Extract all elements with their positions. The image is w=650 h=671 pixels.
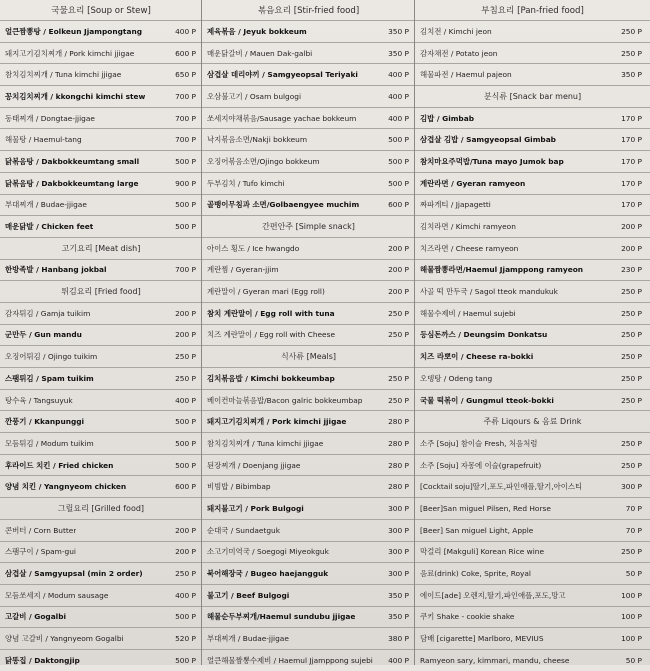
menu-item: [202, 606, 415, 628]
menu-item-name: 김치라면 / Kimchi ramyeon: [420, 222, 516, 232]
menu-item-price: 600 P: [175, 48, 196, 58]
menu-item-name: 삼겹살 데리야끼 / Samgyeopsal Teriyaki: [207, 70, 358, 80]
menu-item-price: 250 P: [621, 373, 642, 383]
menu-item-price: 700 P: [175, 113, 196, 123]
section-heading: 식사류 [Meals]: [202, 345, 415, 367]
menu-item: [0, 259, 202, 281]
menu-item-name: 동태찌개 / Dongtae-jjigae: [5, 113, 95, 123]
menu-item-name: 북어해장국 / Bugeo haejangguk: [207, 569, 329, 579]
menu-item: [0, 410, 202, 432]
menu-item-price: 250 P: [388, 330, 409, 340]
menu-item-price: 100 P: [621, 590, 642, 600]
menu-item-price: 520 P: [175, 634, 196, 644]
menu-item: [202, 584, 415, 606]
menu-item-name: 해물탕 / Haemul-tang: [5, 135, 82, 145]
menu-item-price: 100 P: [621, 634, 642, 644]
menu-item-price: 500 P: [175, 417, 196, 427]
menu-item-price: 280 P: [388, 417, 409, 427]
menu-item-price: 350 P: [388, 26, 409, 36]
menu-item-name: 돼지고기김치찌개 / Pork kimchi jjigae: [207, 417, 347, 427]
menu-item-name: 아이스 횡도 / Ice hwangdo: [207, 243, 300, 253]
menu-item-name: 참치김치찌개 / Tuna kimchi jjigae: [207, 438, 324, 448]
menu-item-price: 200 P: [621, 222, 642, 232]
menu-item-name: 고갈비 / Gogalbi: [5, 612, 67, 622]
menu-item: [415, 324, 650, 346]
menu-item: [0, 42, 202, 64]
menu-item-price: 650 P: [175, 70, 196, 80]
menu-item-price: 500 P: [388, 135, 409, 145]
menu-item-name: 해물수제비 / Haemul sujebi: [420, 308, 516, 318]
section-heading: 주류 Liqours & 음료 Drink: [415, 410, 650, 432]
menu-item-name: 얼큰해물짬뽕수제비 / Haemul Jjamppong sujebi: [207, 655, 373, 665]
menu-item-name: 국물 떡볶이 / Gungmul tteok-bokki: [420, 395, 554, 405]
menu-item-name: 계란라면 / Gyeran ramyeon: [420, 178, 526, 188]
menu-item-name: 감자채전 / Potato jeon: [420, 48, 498, 58]
menu-item-name: 계란찜 / Gyeran-jjim: [207, 265, 279, 275]
menu-item-price: 700 P: [175, 265, 196, 275]
menu-item: [202, 107, 415, 129]
menu-item-price: 400 P: [388, 113, 409, 123]
menu-item-name: 두부김치 / Tufo kimchi: [207, 178, 285, 188]
menu-item-price: 250 P: [621, 308, 642, 318]
menu-item: [415, 649, 650, 671]
menu-item-price: 50 P: [625, 569, 642, 579]
menu-item-name: 감자튀김 / Gamja tuikim: [5, 308, 91, 318]
section-heading: 그릴요리 [Grilled food]: [0, 497, 202, 519]
menu-item-name: 제육볶음 / Jeyuk bokkeum: [207, 26, 307, 36]
menu-item-price: 250 P: [621, 395, 642, 405]
menu-item-price: 250 P: [621, 438, 642, 448]
menu-item-price: 250 P: [388, 395, 409, 405]
menu-item: [0, 584, 202, 606]
menu-item: [415, 562, 650, 584]
menu-item-name: 에이드[ade] 오렌지,딸기,파인애플,포도,망고: [420, 590, 566, 600]
menu-item: [0, 541, 202, 563]
menu-item: [415, 128, 650, 150]
menu-item-name: 사골 떡 만두국 / Sagol tteok mandukuk: [420, 287, 558, 297]
menu-item-name: 후라이드 치킨 / Fried chicken: [5, 460, 114, 470]
menu-item-name: Ramyeon sary, kimmari, mandu, cheese: [420, 655, 570, 665]
menu-item-name: 쏘세지야채볶음/Sausage yachae bokkeum: [207, 113, 357, 123]
menu-item-price: 70 P: [625, 503, 642, 513]
menu-item: [202, 324, 415, 346]
menu-item: [415, 150, 650, 172]
menu-item: [415, 237, 650, 259]
menu-item: [0, 454, 202, 476]
menu-item-name: 된장찌개 / Doenjang jjigae: [207, 460, 301, 470]
menu-item-name: 등심돈까스 / Deungsim Donkatsu: [420, 330, 548, 340]
menu-item-price: 500 P: [175, 438, 196, 448]
menu-item: [0, 367, 202, 389]
menu-column-1: [0, 0, 202, 671]
menu-item: [0, 150, 202, 172]
menu-item: [0, 475, 202, 497]
menu-item-price: 300 P: [388, 503, 409, 513]
menu-item-name: 계란말이 / Gyeran mari (Egg roll): [207, 287, 325, 297]
menu-item-name: 닭볶음탕 / Dakbokkeumtang large: [5, 178, 139, 188]
menu-item-name: 김밥 / Gimbab: [420, 113, 474, 123]
menu-item-name: 깐풍기 / Kkanpunggi: [5, 417, 85, 427]
menu-item: [202, 128, 415, 150]
menu-item-price: 400 P: [388, 70, 409, 80]
menu-item: [0, 606, 202, 628]
menu-item-price: 250 P: [388, 373, 409, 383]
menu-item-price: 300 P: [388, 525, 409, 535]
menu-item: [202, 172, 415, 194]
menu-item: [0, 389, 202, 411]
menu-item: [0, 562, 202, 584]
menu-item-name: 소주 [Soju] 참이슬 Fresh, 처음처럼: [420, 438, 538, 448]
menu-item-name: 돼지불고기 / Pork Bulgogi: [207, 503, 304, 513]
menu-item-price: 200 P: [175, 330, 196, 340]
menu-item: [415, 107, 650, 129]
menu-item: [202, 475, 415, 497]
menu-item-name: 닭똥집 / Daktongjip: [5, 655, 80, 665]
menu-item: [202, 497, 415, 519]
menu-item-price: 200 P: [388, 265, 409, 275]
menu-item-price: 500 P: [175, 200, 196, 210]
menu-item: [0, 85, 202, 107]
menu-item: [202, 20, 415, 42]
column-header: 부침요리 [Pan-fried food]: [481, 6, 584, 16]
menu-item-price: 380 P: [388, 634, 409, 644]
menu-item-price: 400 P: [175, 26, 196, 36]
menu-item-price: 250 P: [175, 352, 196, 362]
menu-item-name: [Cocktail soju]딸기,포도,파인애플,딸기,아이스티: [420, 482, 583, 492]
menu-item-name: 치즈라면 / Cheese ramyeon: [420, 243, 519, 253]
menu-item-name: 오삼불고기 / Osam bulgogi: [207, 91, 302, 101]
menu-item-price: 200 P: [621, 243, 642, 253]
menu-item-name: 양념 고갈비 / Yangnyeom Gogalbi: [5, 634, 124, 644]
menu-item-price: 500 P: [175, 655, 196, 665]
menu-item: [202, 454, 415, 476]
menu-item: [415, 584, 650, 606]
menu-item-price: 280 P: [388, 482, 409, 492]
menu-item-price: 500 P: [175, 612, 196, 622]
menu-item-name: 음료(drink) Coke, Sprite, Royal: [420, 569, 531, 579]
menu-item-name: 모듬튀김 / Modum tuikim: [5, 438, 94, 448]
menu-item-name: 한방족발 / Hanbang jokbal: [5, 265, 107, 275]
menu-item-price: 500 P: [175, 156, 196, 166]
menu-item-name: [Beer]San miguel Pilsen, Red Horse: [420, 503, 551, 513]
menu-item-name: 해물파전 / Haemul pajeon: [420, 70, 512, 80]
menu-item: [0, 519, 202, 541]
menu-item-name: 해물순두부찌개/Haemul sundubu jjigae: [207, 612, 356, 622]
menu-item-price: 170 P: [621, 200, 642, 210]
menu-item-price: 400 P: [175, 395, 196, 405]
menu-item: [415, 215, 650, 237]
menu-item-price: 250 P: [621, 48, 642, 58]
menu-item-name: 군만두 / Gun mandu: [5, 330, 82, 340]
menu-item-name: 삼겹살 / Samgyupsal (min 2 order): [5, 569, 143, 579]
menu-item-price: 300 P: [621, 482, 642, 492]
menu-item-name: 부대찌개 / Budae-jjigae: [5, 200, 87, 210]
menu-item-price: 250 P: [175, 569, 196, 579]
menu-item-price: 250 P: [621, 330, 642, 340]
menu-column-3: [415, 0, 650, 671]
menu-item-price: 170 P: [621, 113, 642, 123]
menu-item: [415, 302, 650, 324]
menu-item-name: 모듬쏘세지 / Modum sausage: [5, 590, 109, 600]
menu-item: [415, 389, 650, 411]
menu-item-name: 짜파게티 / Jjapagetti: [420, 200, 491, 210]
menu-item: [202, 562, 415, 584]
menu-item-price: 250 P: [621, 547, 642, 557]
menu-item-name: 삼겹살 김밥 / Samgyeopsal Gimbab: [420, 135, 556, 145]
menu-item-name: 콘버터 / Corn Butter: [5, 525, 77, 535]
menu-item-price: 250 P: [621, 26, 642, 36]
menu-item-price: 200 P: [388, 287, 409, 297]
menu-item-price: 230 P: [621, 265, 642, 275]
section-heading: 간편안주 [Simple snack]: [202, 215, 415, 237]
column-divider: [201, 0, 202, 665]
menu-item: [415, 259, 650, 281]
menu-item-price: 280 P: [388, 460, 409, 470]
menu-item: [202, 237, 415, 259]
menu-item-price: 400 P: [388, 91, 409, 101]
menu-item: [415, 63, 650, 85]
menu-item: [0, 324, 202, 346]
menu-item-price: 250 P: [388, 308, 409, 318]
menu-item: [415, 367, 650, 389]
menu-item-price: 500 P: [175, 222, 196, 232]
menu-item-name: 막걸리 [Makguli] Korean Rice wine: [420, 547, 545, 557]
menu-item: [415, 541, 650, 563]
menu-item-name: 스팸튀김 / Spam tuikim: [5, 373, 94, 383]
menu-item: [202, 280, 415, 302]
column-header: 볶음요리 [Stir-fried food]: [257, 6, 360, 16]
menu-item: [202, 541, 415, 563]
menu-item-name: 담배 [cigarette] Marlboro, MEVIUS: [420, 634, 544, 644]
menu-item-name: 꽁치김치찌개 / kkongchi kimchi stew: [5, 91, 146, 101]
menu-item: [0, 215, 202, 237]
menu-item-price: 200 P: [175, 525, 196, 535]
menu-item-price: 500 P: [388, 156, 409, 166]
menu-item-name: 치즈 라뽀이 / Cheese ra-bokki: [420, 352, 534, 362]
menu-item-name: 순대국 / Sundaetguk: [207, 525, 280, 535]
menu-item: [0, 649, 202, 671]
menu-item: [415, 627, 650, 649]
menu-item-price: 250 P: [621, 460, 642, 470]
menu-item-price: 900 P: [175, 178, 196, 188]
menu-item: [415, 345, 650, 367]
menu-item-price: 700 P: [175, 91, 196, 101]
menu-item-name: 매운닭갈비 / Mauen Dak-galbi: [207, 48, 313, 58]
menu-item-price: 350 P: [388, 590, 409, 600]
menu-item-name: 참치 계란말이 / Egg roll with tuna: [207, 308, 335, 318]
menu-item-price: 200 P: [175, 308, 196, 318]
section-heading: 튀김요리 [Fried food]: [0, 280, 202, 302]
menu-item-name: 베이컨마늘볶음밥/Bacon galric bokkeumbap: [207, 395, 363, 405]
menu-item: [415, 42, 650, 64]
menu-item: [415, 280, 650, 302]
menu-item-name: [Beer] San miguel Light, Apple: [420, 525, 534, 535]
menu-item: [0, 194, 202, 216]
menu-item-name: 비빔밥 / Bibimbap: [207, 482, 271, 492]
menu-item-price: 700 P: [175, 135, 196, 145]
menu-item: [415, 172, 650, 194]
menu-item-name: 돼지고기김치찌개 / Pork kimchi jjigae: [5, 48, 135, 58]
menu-item-price: 170 P: [621, 135, 642, 145]
menu-item-name: 스팸구이 / Spam-gui: [5, 547, 76, 557]
menu-item-price: 200 P: [175, 547, 196, 557]
menu-item-name: 낙지볶음소면/Nakji bokkeum: [207, 135, 308, 145]
menu-item-price: 300 P: [388, 569, 409, 579]
menu-item-price: 250 P: [175, 373, 196, 383]
menu-item: [202, 410, 415, 432]
menu-item: [202, 259, 415, 281]
menu-item: [0, 63, 202, 85]
menu-item-name: 참치김치찌개 / Tuna kimchi jjigae: [5, 70, 122, 80]
menu-item-name: 치즈 계란말이 / Egg roll with Cheese: [207, 330, 335, 340]
menu-item: [415, 475, 650, 497]
menu-item: [202, 85, 415, 107]
menu-item-price: 50 P: [625, 655, 642, 665]
menu-item-price: 600 P: [388, 200, 409, 210]
menu-item: [0, 107, 202, 129]
menu-item: [0, 345, 202, 367]
menu-item-price: 350 P: [388, 612, 409, 622]
menu-item: [202, 389, 415, 411]
menu-item-name: 부대찌개 / Budae-jjigae: [207, 634, 289, 644]
menu-item-price: 350 P: [388, 48, 409, 58]
menu-item: [202, 63, 415, 85]
menu-column-2: [202, 0, 415, 671]
menu-item-name: 오징어튀김 / Ojingo tuikim: [5, 352, 98, 362]
menu-item: [202, 627, 415, 649]
menu-item-price: 500 P: [175, 460, 196, 470]
menu-item: [202, 432, 415, 454]
menu-item: [202, 42, 415, 64]
menu-item-name: 얼큰짬뽕탕 / Eolkeun Jjampongtang: [5, 26, 142, 36]
menu-item-name: 소고기미역국 / Soegogi Miyeokguk: [207, 547, 329, 557]
menu-item-name: 쿠키 Shake - cookie shake: [420, 612, 515, 622]
menu-item: [415, 20, 650, 42]
menu-item: [202, 649, 415, 671]
menu-item: [415, 519, 650, 541]
menu-item-price: 350 P: [621, 70, 642, 80]
column-divider: [414, 0, 415, 665]
menu-item-price: 250 P: [621, 287, 642, 297]
menu-item: [415, 432, 650, 454]
menu-item: [202, 519, 415, 541]
menu-item: [0, 627, 202, 649]
menu-item-price: 250 P: [621, 352, 642, 362]
menu-item-name: 탕수육 / Tangsuyuk: [5, 395, 73, 405]
section-heading: 고기요리 [Meat dish]: [0, 237, 202, 259]
menu-item-price: 300 P: [388, 547, 409, 557]
menu-item-name: 김치볶음밥 / Kimchi bokkeumbap: [207, 373, 335, 383]
menu-item-name: 김치전 / Kimchi jeon: [420, 26, 492, 36]
section-heading: 분식류 [Snack bar menu]: [415, 85, 650, 107]
menu-item-name: 매운닭발 / Chicken feet: [5, 222, 94, 232]
menu-item-price: 170 P: [621, 156, 642, 166]
menu-item-name: 닭볶음탕 / Dakbokkeumtang small: [5, 156, 140, 166]
menu-item: [415, 497, 650, 519]
menu-item-price: 400 P: [388, 655, 409, 665]
menu-item: [202, 150, 415, 172]
menu-item-price: 280 P: [388, 438, 409, 448]
menu-item-price: 170 P: [621, 178, 642, 188]
menu-item-price: 70 P: [625, 525, 642, 535]
column-header: 국물요리 [Soup or Stew]: [51, 6, 151, 16]
menu-item: [0, 172, 202, 194]
menu-item: [415, 194, 650, 216]
menu-item: [202, 302, 415, 324]
menu-item: [0, 302, 202, 324]
menu-item: [415, 454, 650, 476]
menu-item-name: 참치마요주먹밥/Tuna mayo Jumok bap: [420, 156, 564, 166]
menu-item-name: 골뱅이무침과 소면/Golbaengyee muchim: [207, 200, 360, 210]
menu-item-price: 500 P: [388, 178, 409, 188]
menu-item-name: 양념 치킨 / Yangnyeom chicken: [5, 482, 127, 492]
menu-item: [202, 194, 415, 216]
menu-item-name: 해물짬뽕라면/Haemul Jjamppong ramyeon: [420, 265, 584, 275]
menu-item-price: 200 P: [388, 243, 409, 253]
menu-item: [0, 20, 202, 42]
menu-item-price: 400 P: [175, 590, 196, 600]
menu-item-price: 100 P: [621, 612, 642, 622]
menu-item-name: 오징어볶음소면/Ojingo bokkeum: [207, 156, 320, 166]
menu-item: [0, 432, 202, 454]
menu-item: [202, 367, 415, 389]
menu-item-price: 600 P: [175, 482, 196, 492]
menu-item-name: 소주 [Soju] 자몽에 이슬(grapefruit): [420, 460, 542, 470]
menu-item: [0, 128, 202, 150]
menu-item: [415, 606, 650, 628]
menu-item-name: 불고기 / Beef Bulgogi: [207, 590, 290, 600]
menu-item-name: 오뎅탕 / Odeng tang: [420, 373, 493, 383]
